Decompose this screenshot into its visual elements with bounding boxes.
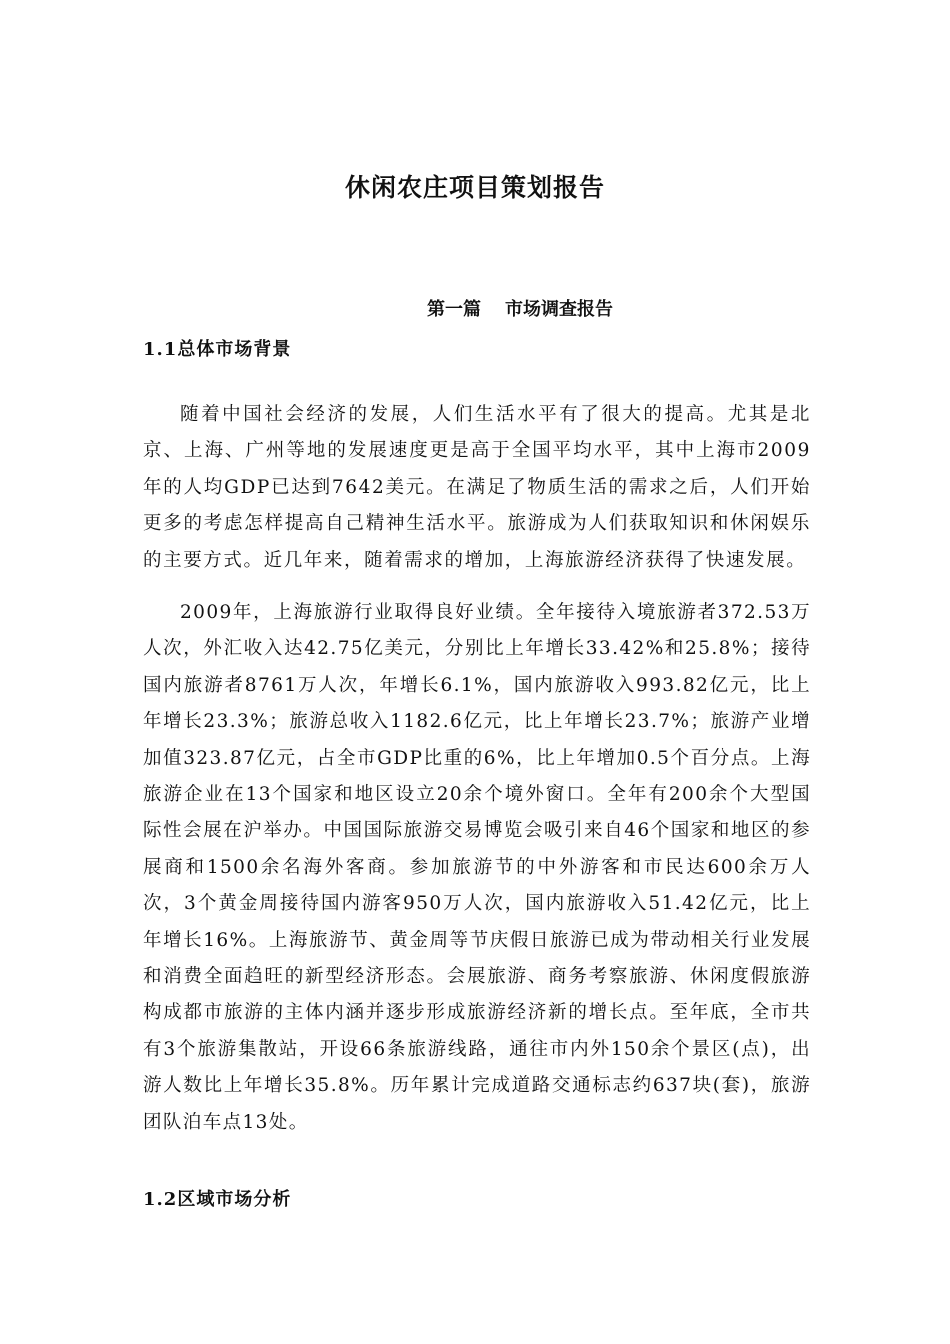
part-name: 市场调查报告 <box>505 299 613 320</box>
section-heading-1-2: 1.2区域市场分析 <box>143 1189 292 1210</box>
part-label: 第一篇 <box>427 299 481 320</box>
document-title: 休闲农庄项目策划报告 <box>344 173 605 202</box>
paragraph-market-background-2: 2009年，上海旅游行业取得良好业绩。全年接待入境旅游者372.53万人次，外汇收入达42.75亿美元，分别比上年增长33.42%和25.8%；接待国内旅游者8761万人次，年增长6.1%，国内旅游收入993.82亿元，比上年增长23.3%；旅游总收入1182.6亿元，比上年增长23.7%；旅游产业增加值323.87亿元，占全市GDP比重的6%，比上年增加0.5个百分点。上海旅游企业在13个国家和地区设立20余个境外窗口。全年有200余个大型国际性会展在沪举办。中国国际旅游交易博览会吸引来自46个国家和地区的参展商和1500余名海外客商。参加旅游节的中外游客和市民达600余万人次，3个黄金周接待国内游客950万人次，国内旅游收入51.42亿元，比上年增长16%。上海旅游节、黄金周等节庆假日旅游已成为带动相关行业发展和消费全面趋旺的新型经济形态。会展旅游、商务考察旅游、休闲度假旅游构成都市旅游的主体内涵并逐步形成旅游经济新的增长点。至年底，全市共有3个旅游集散站，开设66条旅游线路，通往市内外150余个景区(点)，出游人数比上年增长35.8%。历年累计完成道路交通标志约637块(套)，旅游团队泊车点13处。 <box>143 602 811 1133</box>
part-heading <box>0 295 950 321</box>
paragraph-market-background-1: 随着中国社会经济的发展，人们生活水平有了很大的提高。尤其是北京、上海、广州等地的发展速度更是高于全国平均水平，其中上海市2009年的人均GDP已达到7642美元。在满足了物质生活的需求之后，人们开始更多的考虑怎样提高自己精神生活水平。旅游成为人们获取知识和休闲娱乐的主要方式。近几年来，随着需求的增加，上海旅游经济获得了快速发展。 <box>143 404 811 571</box>
section-heading-1-1: 1.1总体市场背景 <box>143 339 292 360</box>
